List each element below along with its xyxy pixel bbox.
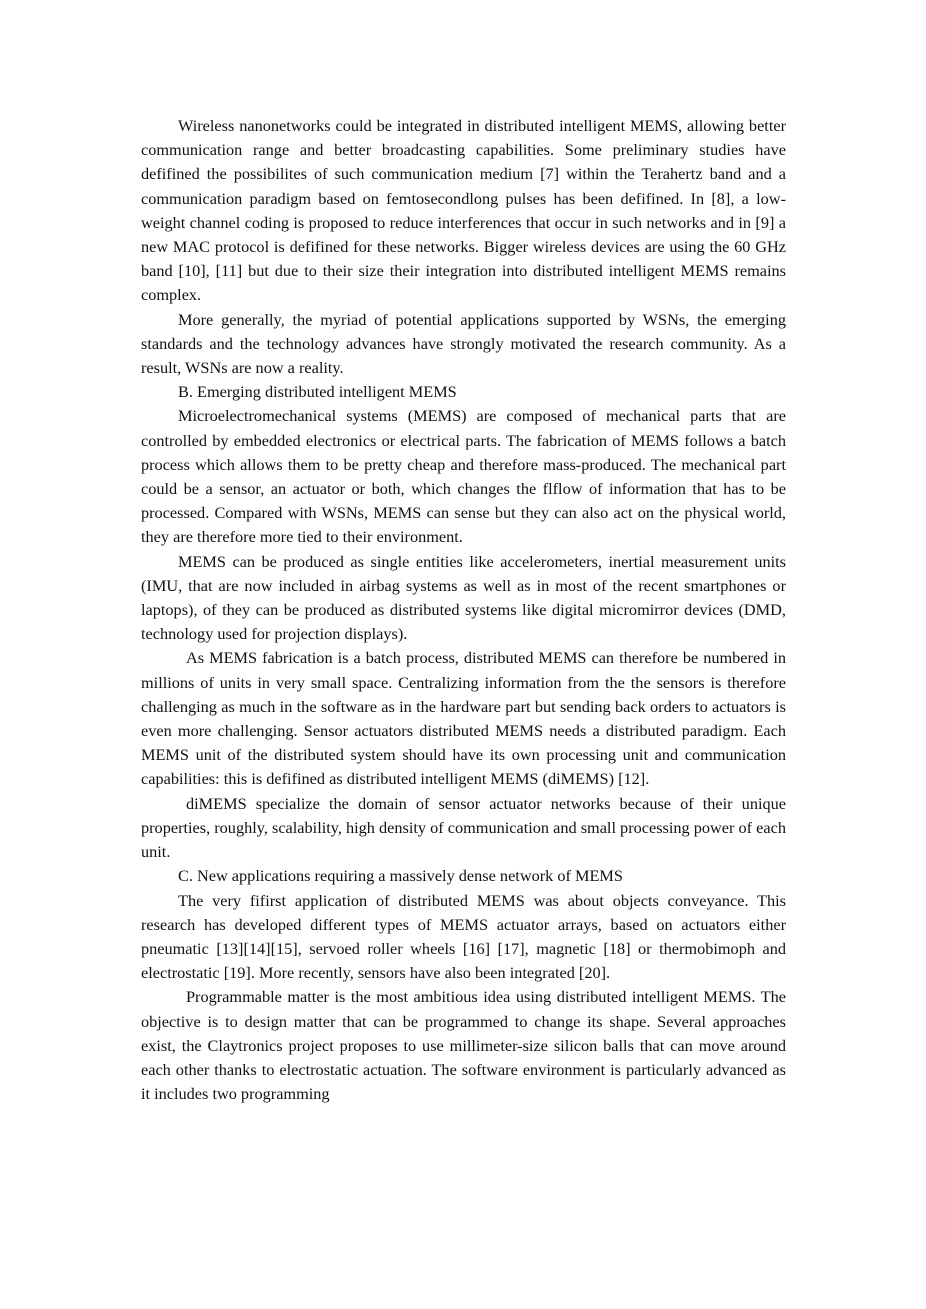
- document-body: [141, 114, 786, 1106]
- section-heading-emerging-dimems: B. Emerging distributed intelligent MEMS: [178, 382, 457, 402]
- paragraph-programmable-matter: Programmable matter is the most ambitious idea using distributed intelligent MEMS. The objective is to design matter that can be programmed to change its shape. Several approaches exist, the Claytronics project proposes to use millimeter-size silicon balls that can move around each other thanks to electrostatic actuation. The software environment is particularly advanced as it includes two programming: [141, 987, 786, 1104]
- paragraph-object-conveyance: The very fifirst application of distributed MEMS was about objects conveyance. This research has developed different types of MEMS actuator arrays, based on actuators either pneumatic [13][14][15], servoed roller wheels [16] [17], magnetic [18] or thermobimoph and electrostatic [19]. More recently, sensors have also been integrated [20].: [141, 890, 786, 983]
- paragraph-mems-definition: Microelectromechanical systems (MEMS) are composed of mechanical parts that are controlled by embedded electronics or electrical parts. The fabrication of MEMS follows a batch process which allows them to be pretty cheap and therefore mass-produced. The mechanical part could be a sensor, an actuator or both, which changes the flflow of information that has to be processed. Compared with WSNs, MEMS can sense but they can also act on the physical world, they are therefore more tied to their environment.: [141, 406, 786, 547]
- paragraph-mems-entities: MEMS can be produced as single entities like accelerometers, inertial measurement units (IMU, that are now included in airbag systems as well as in most of the recent smartphones or laptops), of they can be produced as distributed systems like digital micromirror devices (DMD, technology used for projection displays).: [141, 551, 786, 644]
- paragraph-dimems-specialize: diMEMS specialize the domain of sensor actuator networks because of their unique properties, roughly, scalability, high density of communication and small processing power of each unit.: [141, 793, 786, 862]
- paragraph-batch-process: As MEMS fabrication is a batch process, distributed MEMS can therefore be numbered in millions of units in very small space. Centralizing information from the the sensors is therefore challenging as much in the software as in the hardware part but sending back orders to actuators is even more challenging. Sensor actuators distributed MEMS needs a distributed paradigm. Each MEMS unit of the distributed system should have its own processing unit and communication capabilities: this is defifined as distributed intelligent MEMS (diMEMS) [12].: [141, 648, 786, 789]
- paragraph-wireless-nanonetworks: Wireless nanonetworks could be integrated in distributed intelligent MEMS, allowing better communication range and better broadcasting capabilities. Some preliminary studies have defifined the possibilites of such communication medium [7] within the Terahertz band and a communication paradigm based on femtosecondlong pulses has been defifined. In [8], a low-weight channel coding is proposed to reduce interferences that occur in such networks and in [9] a new MAC protocol is defifined for these networks. Bigger wireless devices are using the 60 GHz band [10], [11] but due to their size their integration into distributed intelligent MEMS remains complex.: [141, 116, 786, 305]
- section-heading-new-applications: C. New applications requiring a massively dense network of MEMS: [178, 866, 623, 886]
- paragraph-wsn-reality: More generally, the myriad of potential applications supported by WSNs, the emerging standards and the technology advances have strongly motivated the research community. As a result, WSNs are now a reality.: [141, 309, 786, 378]
